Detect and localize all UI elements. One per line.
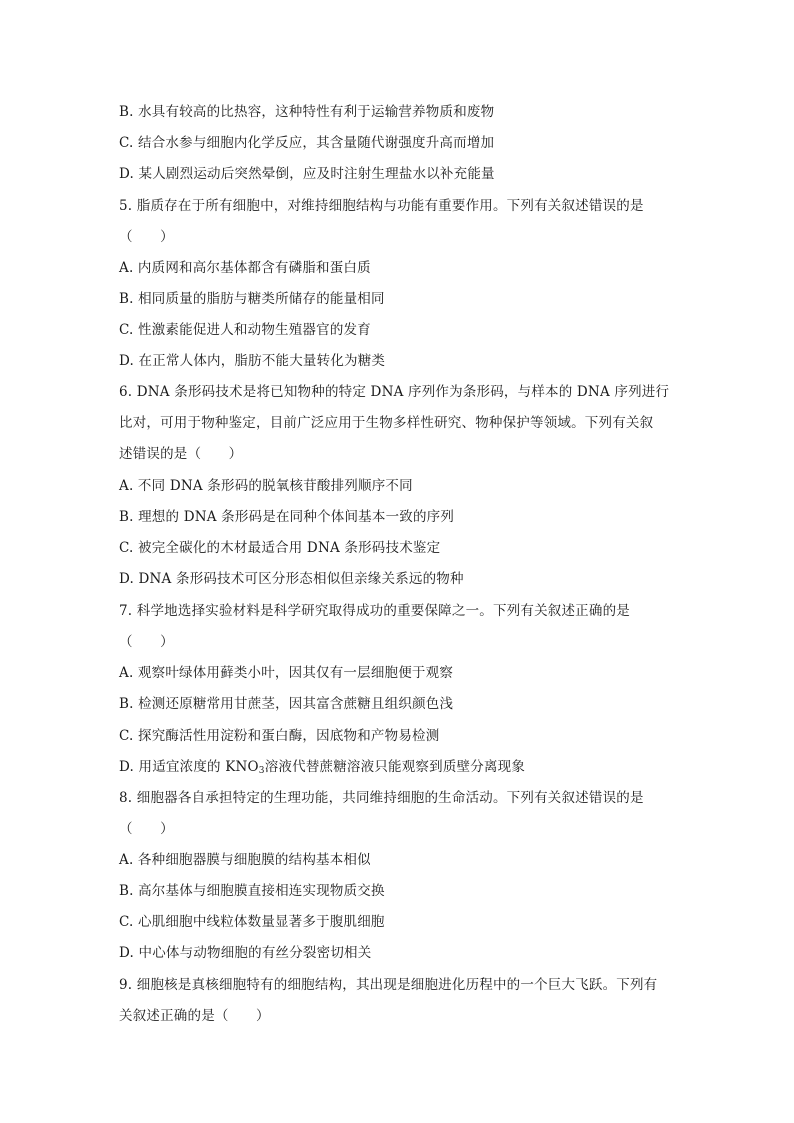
option-7a: A. 观察叶绿体用藓类小叶，因其仅有一层细胞便于观察 (119, 665, 454, 681)
question-9-stem-line-1: 9. 细胞核是真核细胞特有的细胞结构，其出现是细胞进化历程中的一个巨大飞跃。下列有 (119, 977, 658, 993)
option-8a: A. 各种细胞器膜与细胞膜的结构基本相似 (119, 852, 371, 868)
option-7d-text-after: 溶液代替蔗糖溶液只能观察到质壁分离现象 (264, 759, 526, 775)
option-5d: D. 在正常人体内，脂肪不能大量转化为糖类 (119, 353, 386, 369)
option-8d: D. 中心体与动物细胞的有丝分裂密切相关 (119, 945, 372, 961)
question-5-stem: 5. 脂质存在于所有细胞中，对维持细胞结构与功能有重要作用。下列有关叙述错误的是 (119, 198, 644, 214)
option-6a: A. 不同 DNA 条形码的脱氧核苷酸排列顺序不同 (119, 478, 413, 494)
option-7d (119, 758, 679, 780)
option-6c: C. 被完全碳化的木材最适合用 DNA 条形码技术鉴定 (119, 540, 441, 556)
question-8-blank: （ ） (119, 821, 174, 837)
option-5c: C. 性激素能促进人和动物生殖器官的发育 (119, 322, 371, 338)
question-8-stem: 8. 细胞器各自承担特定的生理功能，共同维持细胞的生命活动。下列有关叙述错误的是 (119, 790, 644, 806)
question-6-stem-line-1: 6. DNA 条形码技术是将已知物种的特定 DNA 序列作为条形码，与样本的 DNA 序列进行 (119, 384, 670, 400)
option-7d-text-before: D. 用适宜浓度的 KNO (119, 759, 259, 775)
option-5a: A. 内质网和高尔基体都含有磷脂和蛋白质 (119, 260, 371, 276)
option-7d-subscript: 3 (258, 766, 265, 776)
option-7b: B. 检测还原糖常用甘蔗茎，因其富含蔗糖且组织颜色浅 (119, 696, 454, 712)
question-7-blank: （ ） (119, 634, 174, 650)
question-9-stem-line-2: 关叙述正确的是（ ） (119, 1008, 270, 1024)
option-8b: B. 高尔基体与细胞膜直接相连实现物质交换 (119, 883, 385, 899)
option-6b: B. 理想的 DNA 条形码是在同种个体间基本一致的序列 (119, 509, 455, 525)
option-6d: D. DNA 条形码技术可区分形态相似但亲缘关系远的物种 (119, 571, 464, 587)
question-5-blank: （ ） (119, 229, 174, 245)
option-7c: C. 探究酶活性用淀粉和蛋白酶，因底物和产物易检测 (119, 728, 440, 744)
question-7-stem: 7. 科学地选择实验材料是科学研究取得成功的重要保障之一。下列有关叙述正确的是 (119, 603, 630, 619)
option-4b: B. 水具有较高的比热容，这种特性有利于运输营养物质和废物 (119, 104, 495, 120)
option-5b: B. 相同质量的脂肪与糖类所储存的能量相同 (119, 291, 385, 307)
question-6-stem-line-3: 述错误的是（ ） (119, 446, 243, 462)
question-6-stem-line-2: 比对，可用于物种鉴定，目前广泛应用于生物多样性研究、物种保护等领域。下列有关叙 (119, 415, 654, 431)
option-4c: C. 结合水参与细胞内化学反应，其含量随代谢强度升高而增加 (119, 135, 495, 151)
option-8c: C. 心肌细胞中线粒体数量显著多于腹肌细胞 (119, 914, 385, 930)
option-4d: D. 某人剧烈运动后突然晕倒，应及时注射生理盐水以补充能量 (119, 166, 495, 182)
